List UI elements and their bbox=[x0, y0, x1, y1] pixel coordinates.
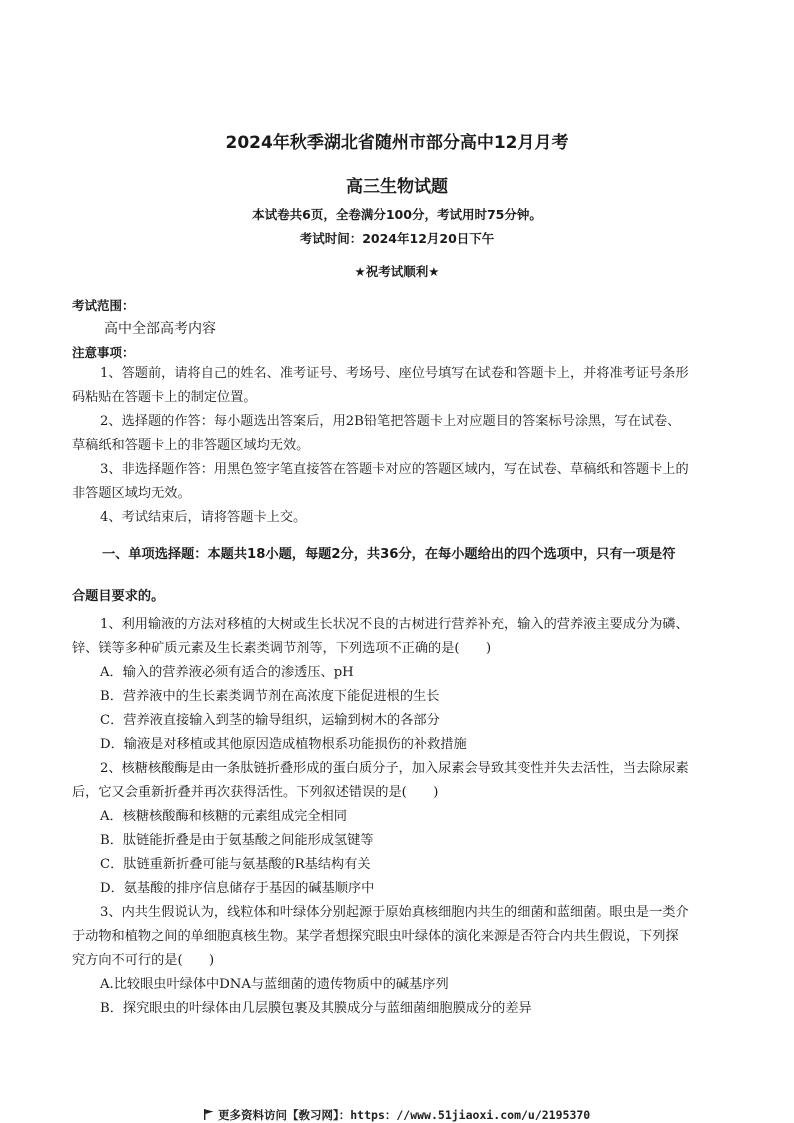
section-1-heading-line1: 一、单项选择题：本题共18小题，每题2分，共36分，在每小题给出的四个选项中，只有一项是符 bbox=[102, 547, 676, 562]
exam-subtitle: 高三生物试题 bbox=[346, 177, 448, 197]
note-4-line1: 4、考试结束后，请将答题卡上交。 bbox=[100, 510, 307, 525]
notes-label: 注意事项： bbox=[72, 345, 135, 360]
question-2-option-d: D．氨基酸的排序信息储存于基因的碱基顺序中 bbox=[100, 881, 375, 896]
exam-info-time: 考试时间：2024年12月20日下午 bbox=[299, 231, 495, 246]
note-3-line1: 3、非选择题作答：用黑色签字笔直接答在答题卡对应的答题区域内，写在试卷、草稿纸和答题卡上的 bbox=[100, 462, 689, 477]
question-1-option-c: C．营养液直接输入到茎的输导组织，运输到树木的各部分 bbox=[100, 713, 440, 728]
question-2-option-c: C．肽链重新折叠可能与氨基酸的R基结构有关 bbox=[100, 857, 371, 872]
question-2-option-a: A．核糖核酸酶和核糖的元素组成完全相同 bbox=[100, 809, 347, 824]
question-1-stem-line1: 1、利用输液的方法对移植的大树或生长状况不良的古树进行营养补充，输入的营养液主要成分为磷、 bbox=[100, 617, 689, 632]
question-2-option-b: B．肽链能折叠是由于氨基酸之间能形成氢键等 bbox=[100, 833, 374, 848]
question-3-stem-line2: 于动物和植物之间的单细胞真核生物。某学者想探究眼虫叶绿体的演化来源是否符合内共生假说，下列探 bbox=[72, 929, 679, 944]
question-3-option-a: A.比较眼虫叶绿体中DNA与蓝细菌的遗传物质中的碱基序列 bbox=[100, 977, 449, 992]
question-3-stem-line3: 究方向不可行的是( ) bbox=[72, 953, 215, 968]
exam-info-pages: 本试卷共6页，全卷满分100分，考试用时75分钟。 bbox=[252, 207, 542, 222]
exam-range-label: 考试范围： bbox=[72, 298, 135, 313]
flag-icon bbox=[204, 1109, 214, 1123]
exam-blessing: ★祝考试顺利★ bbox=[354, 264, 440, 279]
question-1-option-a: A．输入的营养液必须有适合的渗透压、pH bbox=[100, 665, 354, 680]
question-1-stem-line2: 锌、镁等多种矿质元素及生长素类调节剂等，下列选项不正确的是( ) bbox=[72, 641, 492, 656]
exam-title: 2024年秋季湖北省随州市部分高中12月月考 bbox=[225, 133, 569, 153]
note-2-line1: 2、选择题的作答：每小题选出答案后，用2B铅笔把答题卡上对应题目的答案标号涂黑，写在试卷、 bbox=[100, 414, 681, 429]
question-2-stem-line1: 2、核糖核酸酶是由一条肽链折叠形成的蛋白质分子，加入尿素会导致其变性并失去活性，当去除尿素 bbox=[100, 761, 689, 776]
question-3-stem-line1: 3、内共生假说认为，线粒体和叶绿体分别起源于原始真核细胞内共生的细菌和蓝细菌。眼虫是一类介 bbox=[100, 905, 689, 920]
footer-link[interactable] bbox=[204, 1107, 590, 1123]
note-3-line2: 非答题区域均无效。 bbox=[72, 486, 191, 501]
footer-text: 更多资料访问【敎习网】：https：//www.51jiaoxi.com/u/2195370 bbox=[218, 1108, 591, 1122]
note-1-line1: 1、答题前，请将自己的姓名、准考证号、考场号、座位号填写在试卷和答题卡上，并将准考证号条形 bbox=[100, 366, 689, 381]
question-1-option-d: D．输液是对移植或其他原因造成植物根系功能损伤的补救措施 bbox=[100, 737, 467, 752]
section-1-heading-line2: 合题目要求的。 bbox=[72, 589, 165, 604]
exam-range-content: 高中全部高考内容 bbox=[104, 321, 216, 337]
question-1-option-b: B．营养液中的生长素类调节剂在高浓度下能促进根的生长 bbox=[100, 689, 440, 704]
note-1-line2: 码粘贴在答题卡上的制定位置。 bbox=[72, 390, 257, 405]
question-2-stem-line2: 后，它又会重新折叠并再次获得活性。下列叙述错误的是( ) bbox=[72, 785, 439, 800]
question-3-option-b: B．探究眼虫的叶绿体由几层膜包裹及其膜成分与蓝细菌细胞膜成分的差异 bbox=[100, 1001, 532, 1016]
note-2-line2: 草稿纸和答题卡上的非答题区域均无效。 bbox=[72, 438, 310, 453]
